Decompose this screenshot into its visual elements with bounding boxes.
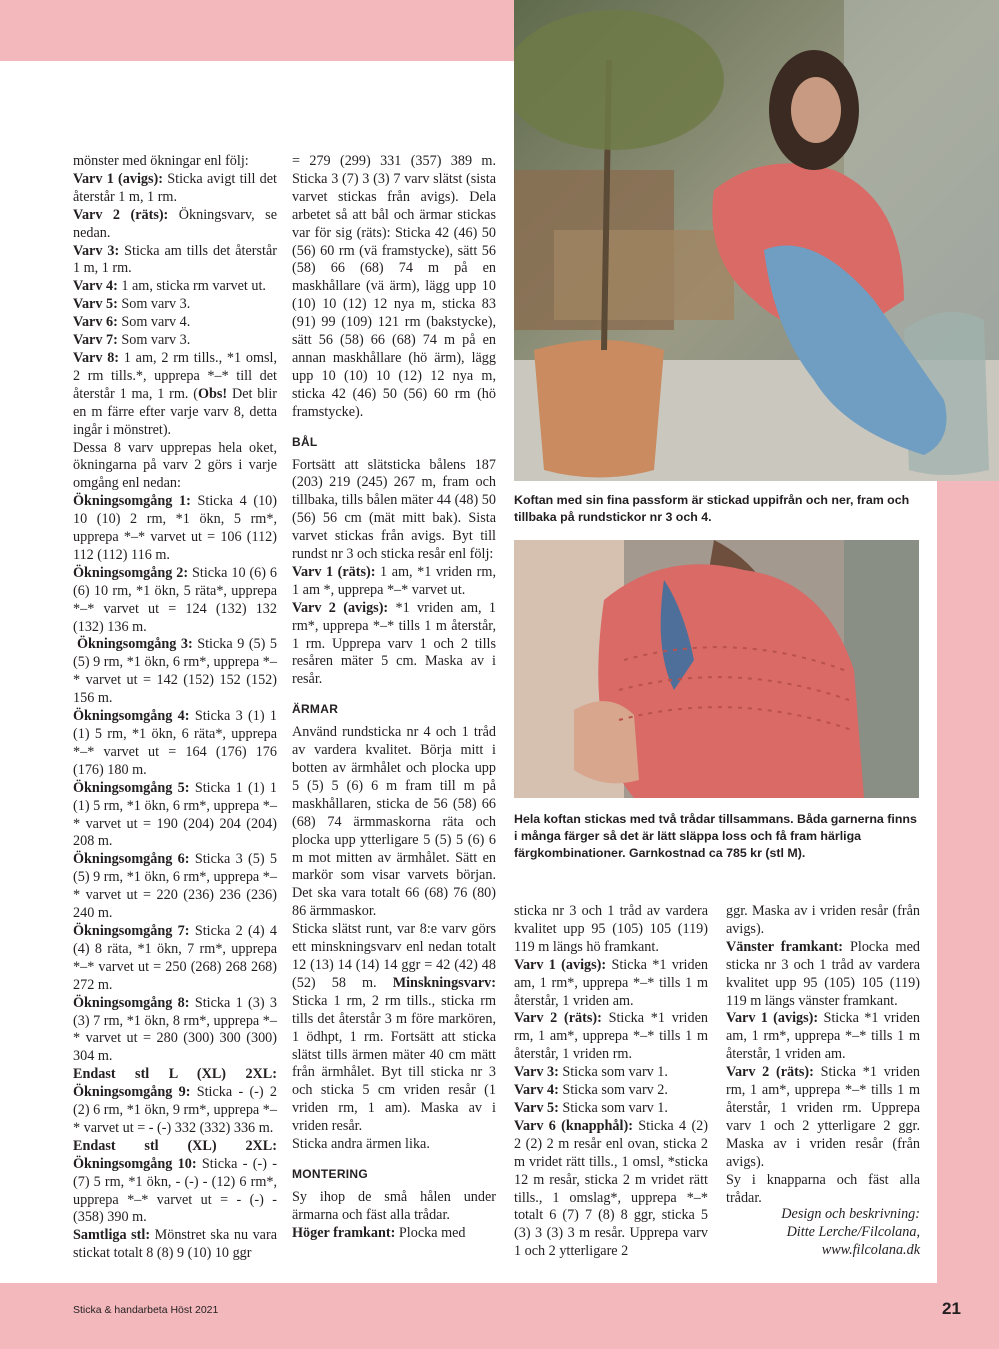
text-run: Sticka 4 (10) 10 (10) 2 rm, *1 ökn, 5 rm*, upprepa *–* varvet ut = 106 (112) 112 (112) 116 m. — [73, 493, 277, 563]
text-run: sticka nr 3 och 1 tråd av vardera kvalitet upp 95 (105) 105 (119) 119 m längs hö framkant. — [514, 903, 708, 955]
bold-label: Varv 5: — [514, 1099, 559, 1116]
paragraph — [73, 153, 277, 171]
paragraph — [726, 1010, 920, 1064]
text-run: Använd rundsticka nr 4 och 1 tråd av vardera kvalitet. Börja mitt i botten av ärmhålet och plocka upp 5 (5) 5 (6) 6 m fram till m på maskhållaren, sticka de 56 (58) 66 (68) 74 ärmmaskorna räta och plocka upp ytterligare 5 (5) 5 (6) 6 m mot mitten av ärmhålet. Sätt en markör som visar varvets början. Det ska vara totalt 66 (68) 76 (80) 86 ärmmaskor. — [292, 724, 496, 920]
bold-label: Ökningsomgång 1: — [73, 493, 191, 510]
bold-label: Varv 2 (avigs): — [292, 599, 389, 616]
text-run: Mönstret ska nu vara stickat totalt 8 (8) 9 (10) 10 ggr — [73, 1227, 277, 1262]
bold-label: Ökningsomgång 4: — [73, 708, 190, 725]
paragraph — [73, 171, 277, 207]
text-run: Som varv 3. — [117, 296, 191, 313]
text-run: Sticka *1 vriden am, 1 rm*, upprepa *–* tills 1 m återstår, 1 vriden am. — [726, 1010, 920, 1063]
paragraph — [292, 921, 496, 1136]
text-run: 1 am, sticka rm varvet ut. — [117, 278, 266, 295]
paragraph — [726, 1064, 920, 1171]
paragraph — [73, 923, 277, 995]
text-run: 1 am, 2 rm tills., *1 omsl, 2 rm tills.*, upprepa *–* till det återstår 1 ma, 1 rm. ( — [73, 349, 277, 402]
bold-label: Varv 2 (räts): — [73, 206, 169, 223]
paragraph — [73, 493, 277, 565]
text-run: Som varv 3. — [117, 332, 191, 349]
text-column-2 — [292, 153, 496, 1243]
text-run: Sticka avigt till det återstår 1 m, 1 rm. — [73, 170, 277, 205]
text-run: Sticka 10 (6) 6 (6) 10 rm, *1 ökn, 5 räta*, upprepa *–* varvet ut = 124 (132) 132 (132) 136 m. — [73, 564, 277, 635]
photo-model-greenhouse — [514, 0, 999, 481]
bold-label: Vänster framkant: — [726, 938, 844, 955]
paragraph — [73, 314, 277, 332]
bold-label: Varv 1 (avigs): — [726, 1010, 819, 1027]
text-run: Ökningsvarv, se nedan. — [73, 206, 277, 241]
text-run: Sticka 1 (3) 3 (3) 7 rm, *1 ökn, 8 rm*, upprepa *–* varvet ut = 280 (300) 300 (300) 304 m. — [73, 994, 277, 1065]
paragraph — [292, 564, 496, 600]
paragraph — [292, 1225, 496, 1243]
text-column-1 — [73, 153, 277, 1263]
text-run: Sticka *1 vriden am, 1 rm*, upprepa *–* tills 1 m återstår, 1 vriden am. — [514, 956, 708, 1009]
top-pink-band — [0, 0, 514, 61]
text-run: *1 vriden am, 1 rm*, upprepa *–* tills 1 m återstår, 1 rm. Upprepa varv 1 och 2 tills resåren mäter 5 cm. Maska av i resår. — [292, 599, 496, 688]
paragraph — [292, 1189, 496, 1225]
bold-label: Ökningsomgång 3: — [77, 636, 193, 653]
text-run: Det blir en m färre efter varje varv 8, detta ingår i mönstret). — [73, 385, 277, 438]
paragraph — [514, 1118, 708, 1261]
caption-photo-2: Hela koftan stickas med två trådar tillsammans. Båda garnerna finns i många färger så det är lätt släppa loss och få fram härliga färgkombinationer. Garnkostnad ca 785 kr (stl M). — [514, 812, 917, 861]
credit-line-2: Ditte Lerche/Filcolana, — [786, 1223, 920, 1240]
bold-label: Varv 1 (avigs): — [73, 170, 163, 187]
text-run: Sticka som varv 2. — [558, 1082, 668, 1099]
paragraph — [73, 995, 277, 1067]
paragraph — [726, 939, 920, 1011]
bold-label: Varv 2 (räts): — [514, 1010, 602, 1027]
credit-line-3: www.filcolana.dk — [821, 1241, 920, 1258]
paragraph — [73, 332, 277, 350]
text-run: Sticka 1 rm, 2 rm tills., sticka rm tills det återstår 3 m före markören, 1 ödhpt, 1 rm. Fortsätt att sticka slätst tills ärmen mäter 40 cm mätt från ärmhålet. Byt till sticka nr 3 och sticka 5 cm vriden resår (1 vriden rm, 1 am). Maska av i vriden resår. — [292, 992, 496, 1135]
text-run: = 279 (299) 331 (357) 389 m. Sticka 3 (7) 3 (3) 7 varv slätst (sista varvet stickas från avigs). Dela arbetet så att bål och ärmar stickas var för sig (räts): Sticka 42 (46) 50 (56) 60 rm (vä framstycke), sätt 56 (58) 66 (68) 74 m på en maskhållare (vä ärm), lägg upp 10 (10) 10 (12) 12 nya m, sticka 83 (91) 99 (109) 121 rm (bakstycke), sätt 56 (58) 66 (68) 74 m på en annan maskhållare (hö ärm), lägg upp 10 (10) 10 (12) 12 nya m, sticka 42 (46) 50 (56) 60 rm (hö framstycke). — [292, 153, 496, 420]
text-run: Sticka 1 (1) 1 (1) 5 rm, *1 ökn, 6 rm*, upprepa *–* varvet ut = 190 (204) 204 (204) 208 m. — [73, 779, 277, 850]
paragraph — [73, 565, 277, 637]
bold-label: Endast stl (XL) 2XL: Ökningsomgång 10: — [73, 1137, 277, 1172]
paragraph — [73, 440, 277, 494]
bold-label: Varv 6 (knapphål): — [514, 1117, 633, 1134]
paragraph — [292, 457, 496, 564]
caption-photo-1: Koftan med sin fina passform är stickad uppifrån och ner, fram och tillbaka på rundstickor nr 3 och 4. — [514, 493, 910, 525]
design-credit — [726, 1206, 920, 1260]
bold-label: Minskningsvarv: — [392, 974, 496, 991]
text-run: mönster med ökningar enl följ: — [73, 153, 249, 169]
text-run: Plocka med — [395, 1224, 466, 1241]
paragraph — [73, 1066, 277, 1138]
bold-label: Varv 3: — [514, 1064, 559, 1081]
bold-label: Varv 4: — [73, 278, 118, 295]
bold-label: Varv 1 (avigs): — [514, 956, 607, 973]
photo-cardigan-closeup — [514, 540, 919, 798]
text-run: Sticka slätst runt, var 8:e varv görs ett minskningsvarv enl nedan totalt 12 (13) 14 (14) 14 ggr = 42 (42) 48 (52) 58 m. — [292, 921, 496, 991]
paragraph — [73, 708, 277, 780]
bold-label: Ökningsomgång 6: — [73, 851, 190, 868]
text-run: Sticka andra ärmen lika. — [292, 1136, 430, 1153]
text-run: Sy i knapparna och fäst alla trådar. — [726, 1171, 920, 1206]
paragraph — [73, 296, 277, 314]
bold-label: Varv 2 (räts): — [726, 1064, 814, 1081]
text-run: Plocka med sticka nr 3 och 1 tråd av vardera kvalitet upp 95 (105) 105 (119) 119 m längs vänster framkant. — [726, 938, 920, 1009]
photo-model-greenhouse-illustration — [514, 0, 999, 481]
paragraph — [514, 1082, 708, 1100]
section-heading: BÅL — [292, 434, 318, 449]
bold-label: Endast stl L (XL) 2XL: Ökningsomgång 9: — [73, 1066, 277, 1101]
paragraph — [292, 1136, 496, 1154]
bold-label: Varv 1 (räts): — [292, 563, 376, 580]
bold-label: Obs! — [197, 385, 228, 402]
text-run: Sticka 2 (4) 4 (4) 8 räta, *1 ökn, 7 rm*, upprepa *–* varvet ut = 250 (268) 268 268) 272 m. — [73, 922, 277, 993]
text-run: ggr. Maska av i vriden resår (från avigs). — [726, 903, 920, 937]
paragraph — [514, 903, 708, 957]
text-run: Dessa 8 varv upprepas hela oket, ökningarna på varv 2 görs i varje omgång enl nedan: — [73, 439, 277, 492]
paragraph — [73, 278, 277, 296]
paragraph — [73, 1138, 277, 1228]
paragraph — [73, 851, 277, 923]
text-run: Sticka *1 vriden rm, 1 am*, upprepa *–* tills 1 m återstår, 1 vriden rm. — [514, 1010, 708, 1063]
text-run: Sticka som varv 1. — [558, 1064, 668, 1081]
bold-label: Varv 6: — [73, 314, 118, 331]
bold-label: Varv 4: — [514, 1082, 559, 1099]
text-run: Sticka som varv 1. — [558, 1099, 668, 1116]
paragraph — [514, 1010, 708, 1064]
bold-label: Varv 8: — [73, 349, 120, 366]
bold-label: Samtliga stl: — [73, 1227, 151, 1244]
text-run: Sticka 4 (2) 2 (2) 2 m resår enl ovan, sticka 2 m vridet rätt tills., 1 omsl, *sticka 12 m resår, sticka 2 m vridet rätt tills., 1 omslag*, upprepa *–* totalt 6 (7) 7 (8) 8 ggr, sticka 5 (3) 3 (3) 3 m resår. Upprepa varv 1 och 2 ytterligare 2 — [514, 1117, 708, 1260]
text-run: Som varv 4. — [117, 314, 191, 331]
paragraph — [73, 207, 277, 243]
text-run: Sticka am tills det återstår 1 m, 1 rm. — [73, 242, 277, 277]
paragraph — [514, 1100, 708, 1118]
text-run: Sticka 9 (5) 5 (5) 9 rm, *1 ökn, 6 rm*, upprepa *–* varvet ut = 142 (152) 152 (152) 156 m. — [73, 636, 277, 707]
paragraph — [292, 600, 496, 690]
text-run: 1 am, *1 vriden rm, 1 am *, upprepa *–* varvet ut. — [292, 563, 496, 598]
paragraph — [726, 903, 920, 939]
paragraph — [514, 1064, 708, 1082]
bold-label: Ökningsomgång 8: — [73, 994, 190, 1011]
paragraph — [292, 153, 496, 422]
paragraph — [514, 957, 708, 1011]
section-heading: MONTERING — [292, 1166, 369, 1181]
paragraph — [73, 780, 277, 852]
bold-label: Ökningsomgång 7: — [73, 922, 190, 939]
credit-line-1: Design och beskrivning: — [781, 1206, 920, 1222]
bold-label: Höger framkant: — [292, 1224, 396, 1241]
text-run: Sticka - (-) - (7) 5 rm, *1 ökn, - (-) - (12) 6 rm*, upprepa *–* varvet ut = - (-) - (358) 390 m. — [73, 1155, 277, 1226]
text-run: Sticka 3 (5) 5 (5) 9 rm, *1 ökn, 6 rm*, upprepa *–* varvet ut = 220 (236) 236 (236) 240 m. — [73, 851, 277, 922]
text-run: Sticka 3 (1) 1 (1) 5 rm, *1 ökn, 6 räta*, upprepa *–* varvet ut = 164 (176) 176 (176) 180 m. — [73, 708, 277, 778]
bold-label: Varv 5: — [73, 296, 118, 313]
bold-label: Ökningsomgång 2: — [73, 564, 189, 581]
bold-label: Varv 3: — [73, 242, 120, 259]
text-run: Sy ihop de små hålen under ärmarna och fäst alla trådar. — [292, 1188, 496, 1223]
bold-label: Varv 7: — [73, 332, 118, 349]
text-run: Fortsätt att slätsticka bålens 187 (203) 219 (245) 267 m, fram och tillbaka, tills bålen mäter 44 (48) 50 (56) 56 cm (mät mitt bak). Sista varvet stickas från avigs. Byt till rundst nr 3 och sticka resår enl följ: — [292, 456, 496, 563]
text-column-3 — [514, 903, 708, 1261]
bottom-pink-band — [0, 1283, 999, 1349]
paragraph — [73, 350, 277, 440]
section-heading: ÄRMAR — [292, 702, 339, 717]
text-column-4 — [726, 903, 920, 1207]
photo-cardigan-closeup-illustration — [514, 540, 919, 798]
paragraph — [292, 724, 496, 921]
paragraph — [726, 1172, 920, 1208]
page-number: 21 — [942, 1299, 961, 1318]
bold-label: Ökningsomgång 5: — [73, 779, 190, 796]
text-run: Sticka *1 vriden rm, 1 am*, upprepa *–* tills 1 m återstår, 1 vriden rm. Upprepa varv 1 och 2 ytterligare 2 ggr. Maska av i vriden resår (från avigs). — [726, 1064, 920, 1170]
footer-publication: Sticka & handarbeta Höst 2021 — [73, 1304, 219, 1316]
paragraph — [73, 636, 277, 708]
text-run: Sticka - (-) 2 (2) 6 rm, *1 ökn, 9 rm*, upprepa *–* varvet ut = - (-) 332 (332) 336 m. — [73, 1084, 277, 1136]
paragraph — [73, 1227, 277, 1263]
paragraph — [73, 243, 277, 279]
